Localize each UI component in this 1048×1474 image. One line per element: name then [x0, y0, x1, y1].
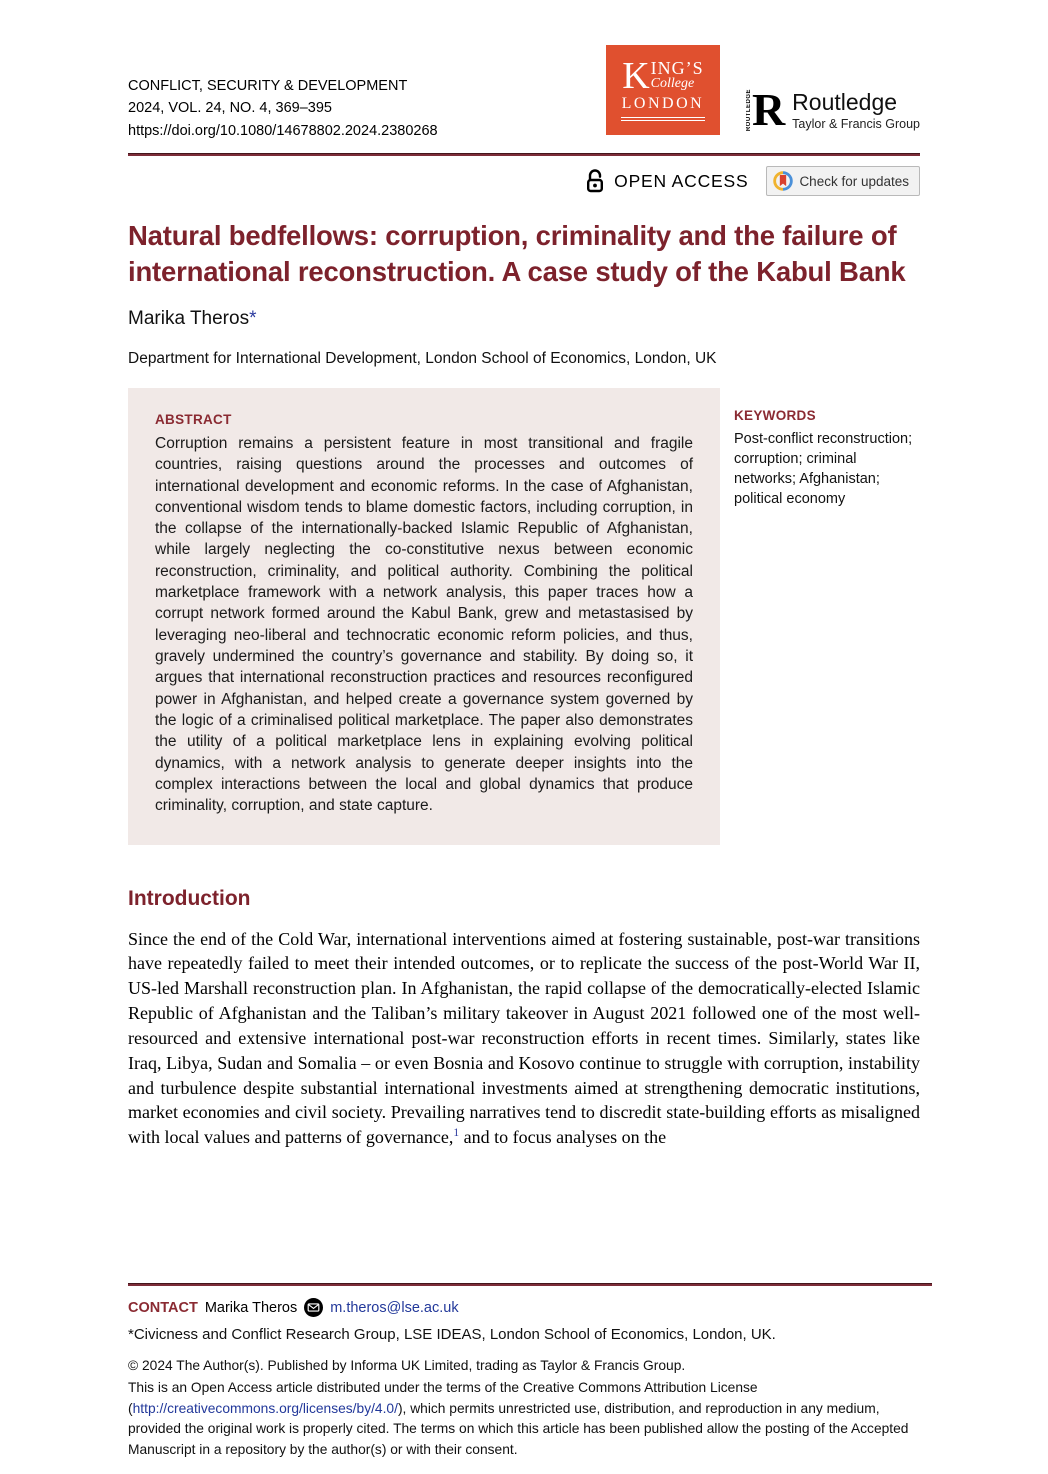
routledge-name: Routledge: [792, 88, 898, 115]
license-paragraph: [128, 1378, 932, 1460]
introduction-text-2: and to focus analyses on the: [459, 1127, 667, 1148]
check-for-updates-button[interactable]: [766, 166, 920, 196]
publisher-logos: [606, 45, 920, 135]
journal-title: CONFLICT, SECURITY & DEVELOPMENT: [128, 78, 408, 94]
abstract-section: [128, 388, 920, 845]
badges-row: [128, 166, 920, 196]
introduction-text-1: Since the end of the Cold War, international interventions aimed at fostering sustainable, post-war transitions have repeatedly failed to meet their intended outcomes, or to replicate the success of the post-World War II, US-led Marshall reconstruction plan. In Afghanistan, the rapid collapse of the democratically-elected Islamic Republic of Afghanistan and the Taliban’s military takeover in August 2021 followed one of the most well-resourced and extensive international post-war reconstruction efforts in recent times. Similarly, states like Iraq, Libya, Sudan and Somalia – or even Bosnia and Kosovo continue to struggle with corruption, instability and turbulence despite substantial international investments aimed at strengthening democratic institutions, market economies and civil society. Prevailing narratives tend to discredit state-building efforts as misaligned with local values and patterns of governance,: [128, 928, 920, 1148]
abstract-text: Corruption remains a persistent feature in most transitional and fragile countries, raising questions around the processes and outcomes of international development and economic reforms. In the case of Afghanistan, conventional wisdom tends to blame domestic factors, including corruption, in the collapse of the internationally-backed Islamic Republic of Afghanistan, while largely neglecting the co-constitutive nexus between economic reconstruction, criminality, and political authority. Combining the political marketplace framework with a network analysis, this paper traces how a corrupt network formed around the Kabul Bank, grew and metastasised by leveraging neo-liberal and technocratic economic reform policies, and thus, gravely undermined the country’s governance and stability. By doing so, it argues that international reconstruction practices and resources reconfigured power in Afghanistan, and helped create a governance system governed by the logic of a criminalised political marketplace. The paper also demonstrates the utility of a political marketplace lens in explaining evolving political dynamics, with a network analysis to generate deeper insights into the complex interactions between the local and global dynamics that produce criminality, corruption, and state capture.: [155, 434, 693, 815]
footnote-ref-1[interactable]: 1: [453, 1127, 460, 1140]
open-lock-icon: [586, 169, 606, 194]
article-title: Natural bedfellows: corruption, criminality and the failure of international reconstruction. A case study of the Kabul Bank: [128, 220, 906, 288]
contact-line: [128, 1298, 932, 1317]
legal-block: [128, 1356, 932, 1460]
kcl-logo-underline: [621, 117, 705, 121]
author-note: *Civicness and Conflict Research Group, LSE IDEAS, London School of Economics, London, UK.: [128, 1326, 776, 1343]
page-footer: [128, 1283, 932, 1460]
email-icon: [304, 1298, 323, 1317]
contact-name: Marika Theros: [204, 1299, 298, 1316]
introduction-paragraph: [128, 927, 920, 1150]
routledge-vertical-text: ROUTLEDGE: [745, 88, 752, 131]
author-footnote-mark: *: [249, 307, 257, 329]
author-line: [128, 308, 920, 330]
author-affiliation: Department for International Development, London School of Economics, London, UK: [128, 349, 717, 367]
abstract-box: [128, 388, 720, 845]
journal-volume: 2024, VOL. 24, NO. 4, 369–395: [128, 100, 332, 117]
keywords-text: Post-conflict reconstruction; corruption; criminal networks; Afghanistan; political economy: [734, 430, 913, 507]
kcl-logo-ings: ING’S: [650, 57, 704, 78]
kings-college-london-logo: [606, 45, 720, 135]
keywords-column: [734, 388, 920, 845]
header-divider: [128, 153, 920, 156]
crossmark-icon: [773, 171, 793, 191]
routledge-logo: [745, 83, 920, 135]
doi-link[interactable]: https://doi.org/10.1080/14678802.2024.2380268: [128, 122, 438, 139]
check-for-updates-label: Check for updates: [799, 173, 909, 189]
abstract-label: ABSTRACT: [155, 411, 232, 427]
kcl-logo-london: LONDON: [621, 95, 705, 113]
routledge-subtitle: Taylor & Francis Group: [792, 116, 920, 131]
journal-info: [128, 75, 438, 142]
open-access-label: OPEN ACCESS: [614, 170, 749, 191]
author-name: Marika Theros: [128, 307, 250, 329]
contact-label: CONTACT: [128, 1299, 198, 1316]
license-text-after: ), which permits unrestricted use, distribution, and reproduction in any medium, provided the original work is properly cited. The terms on which this article has been published allow the posting of the Accepted Manuscript in a repository by the author(s) or with their consent.: [128, 1400, 909, 1457]
introduction-heading: Introduction: [128, 886, 251, 910]
license-text-before: This is an Open Access article distributed under the terms of the Creative Commons Attribution License (: [128, 1380, 758, 1416]
page-header: [128, 0, 920, 142]
kcl-logo-k: K: [622, 54, 650, 97]
keywords-label: KEYWORDS: [734, 407, 816, 423]
contact-email-link[interactable]: m.theros@lse.ac.uk: [330, 1299, 459, 1316]
kcl-logo-college: College: [650, 75, 695, 91]
routledge-r-mark: R: [751, 83, 786, 135]
creative-commons-link[interactable]: http://creativecommons.org/licenses/by/4.0/: [132, 1400, 398, 1416]
open-access-badge: [586, 169, 748, 194]
footer-divider: [128, 1283, 932, 1286]
copyright-line: © 2024 The Author(s). Published by Informa UK Limited, trading as Taylor & Francis Group.: [128, 1358, 686, 1373]
